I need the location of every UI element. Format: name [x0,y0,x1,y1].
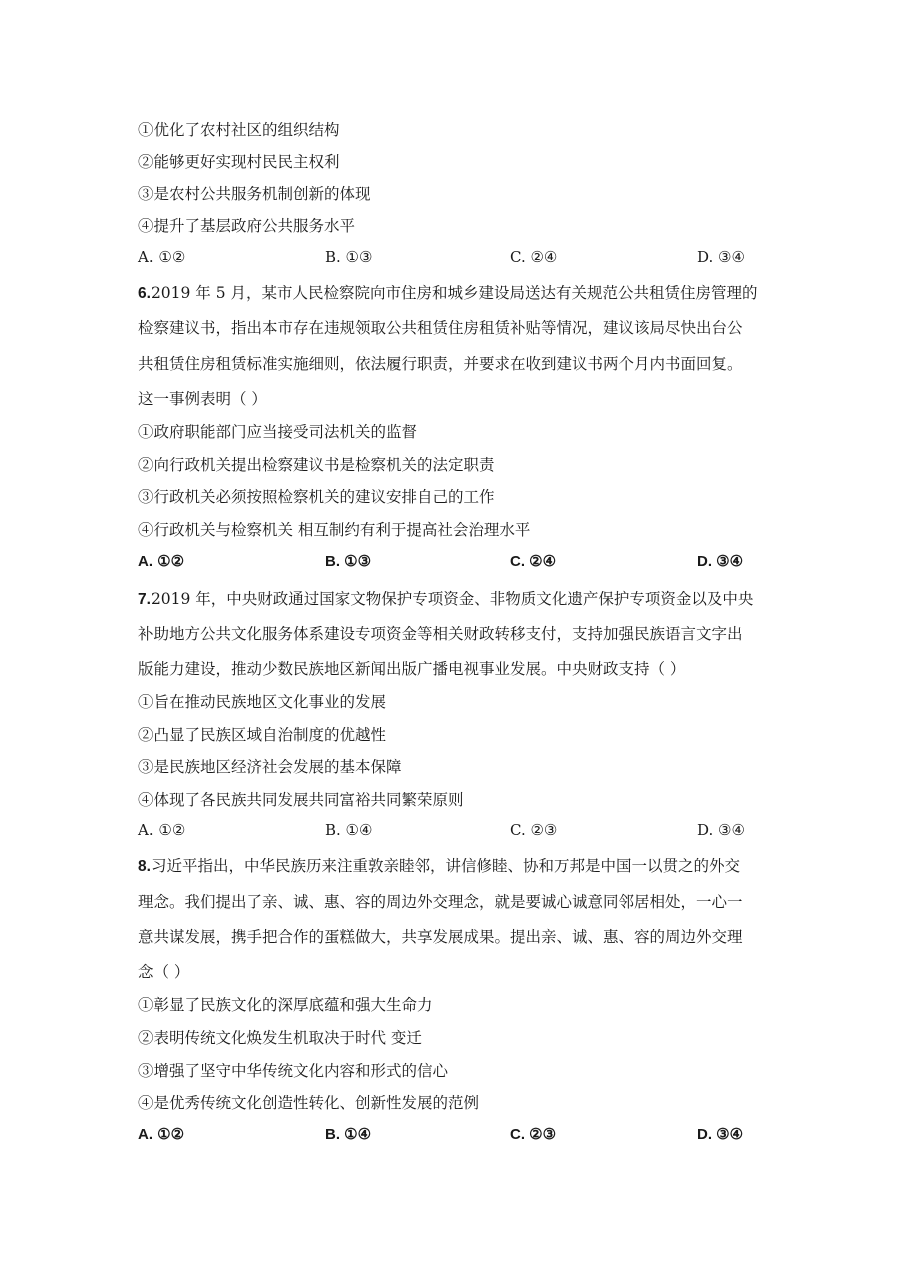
q6-statement-4: ④行政机关与检察机关 相互制约有利于提高社会治理水平 [138,521,531,539]
q5-statement-2: ②能够更好实现村民民主权利 [138,153,340,171]
q7-stem-text-1: 2019 年，中央财政通过国家文物保护专项资金、非物质文化遗产保护专项资金以及中央 [150,590,754,608]
q7-statement-3: ③是民族地区经济社会发展的基本保障 [138,758,402,776]
q6-number: 6. [138,285,151,302]
q7-option-b[interactable]: B. ①④ [325,821,373,839]
q6-statement-3: ③行政机关必须按照检察机关的建议安排自己的工作 [138,488,495,506]
q6-statement-2: ②向行政机关提出检察建议书是检察机关的法定职责 [138,456,495,474]
q7-stem-line-3: 版能力建设，推动少数民族地区新闻出版广播电视事业发展。中央财政支持（ ） [138,660,686,678]
q8-stem-line-3: 意共谋发展，携手把合作的蛋糕做大，共享发展成果。提出亲、诚、惠、容的周边外交理 [138,928,743,946]
q5-option-a[interactable]: A. ①② [138,248,186,266]
q8-statement-4: ④是优秀传统文化创造性转化、创新性发展的范例 [138,1094,480,1112]
q5-statement-3: ③是农村公共服务机制创新的体现 [138,185,371,203]
q8-option-b[interactable]: B. ①④ [325,1126,372,1143]
q5-options [138,248,778,270]
q6-stem-line-3: 共租赁住房租赁标准实施细则，依法履行职责，并要求在收到建议书两个月内书面回复。 [138,355,743,373]
q8-option-c[interactable]: C. ②③ [510,1126,557,1143]
q8-stem-line-4: 念（ ） [138,963,190,981]
q7-option-c[interactable]: C. ②③ [510,821,558,839]
q6-option-b[interactable]: B. ①③ [325,553,372,570]
q8-statement-3: ③增强了坚守中华传统文化内容和形式的信心 [138,1062,449,1080]
q5-option-c[interactable]: C. ②④ [510,248,558,266]
q6-stem-line-2: 检察建议书，指出本市存在违规领取公共租赁住房租赁补贴等情况，建议该局尽快出台公 [138,319,743,337]
q7-stem-line-1 [138,588,778,611]
q5-statement-1: ①优化了农村社区的组织结构 [138,121,340,139]
q7-option-a[interactable]: A. ①② [138,821,186,839]
q8-stem-line-2: 理念。我们提出了亲、诚、惠、容的周边外交理念，就是要诚心诚意同邻居相处，一心一 [138,893,743,911]
q6-option-c[interactable]: C. ②④ [510,553,557,570]
q6-stem-line-4: 这一事例表明（ ） [138,390,267,408]
q8-statement-1: ①彰显了民族文化的深厚底蕴和强大生命力 [138,996,433,1014]
q8-option-a[interactable]: A. ①② [138,1126,185,1143]
q7-stem-line-2: 补助地方公共文化服务体系建设专项资金等相关财政转移支付，支持加强民族语言文字出 [138,625,743,643]
q7-statement-2: ②凸显了民族区域自治制度的优越性 [138,726,387,744]
q5-statement-4: ④提升了基层政府公共服务水平 [138,217,356,235]
q7-number: 7. [138,591,151,608]
q8-option-d[interactable]: D. ③④ [697,1126,744,1143]
q8-stem-line-1 [138,855,778,878]
q7-option-d[interactable]: D. ③④ [697,821,745,839]
q6-option-a[interactable]: A. ①② [138,553,185,570]
q6-statement-1: ①政府职能部门应当接受司法机关的监督 [138,423,418,441]
q8-stem-text-1: 习近平指出，中华民族历来注重敦亲睦邻，讲信修睦、协和万邦是中国一以贯之的外交 [150,857,740,875]
q6-option-d[interactable]: D. ③④ [697,553,744,570]
q6-stem-line-1 [138,282,778,305]
q8-statement-2: ②表明传统文化焕发生机取决于时代 变迁 [138,1029,422,1047]
q7-statement-1: ①旨在推动民族地区文化事业的发展 [138,693,387,711]
q8-options [138,1125,778,1147]
q7-options [138,821,778,843]
q7-statement-4: ④体现了各民族共同发展共同富裕共同繁荣原则 [138,791,464,809]
q6-options [138,552,778,574]
q5-option-d[interactable]: D. ③④ [697,248,745,266]
q8-number: 8. [138,858,151,875]
q5-option-b[interactable]: B. ①③ [325,248,373,266]
q6-stem-text-1: 2019 年 5 月，某市人民检察院向市住房和城乡建设局送达有关规范公共租赁住房管理的 [150,284,758,302]
